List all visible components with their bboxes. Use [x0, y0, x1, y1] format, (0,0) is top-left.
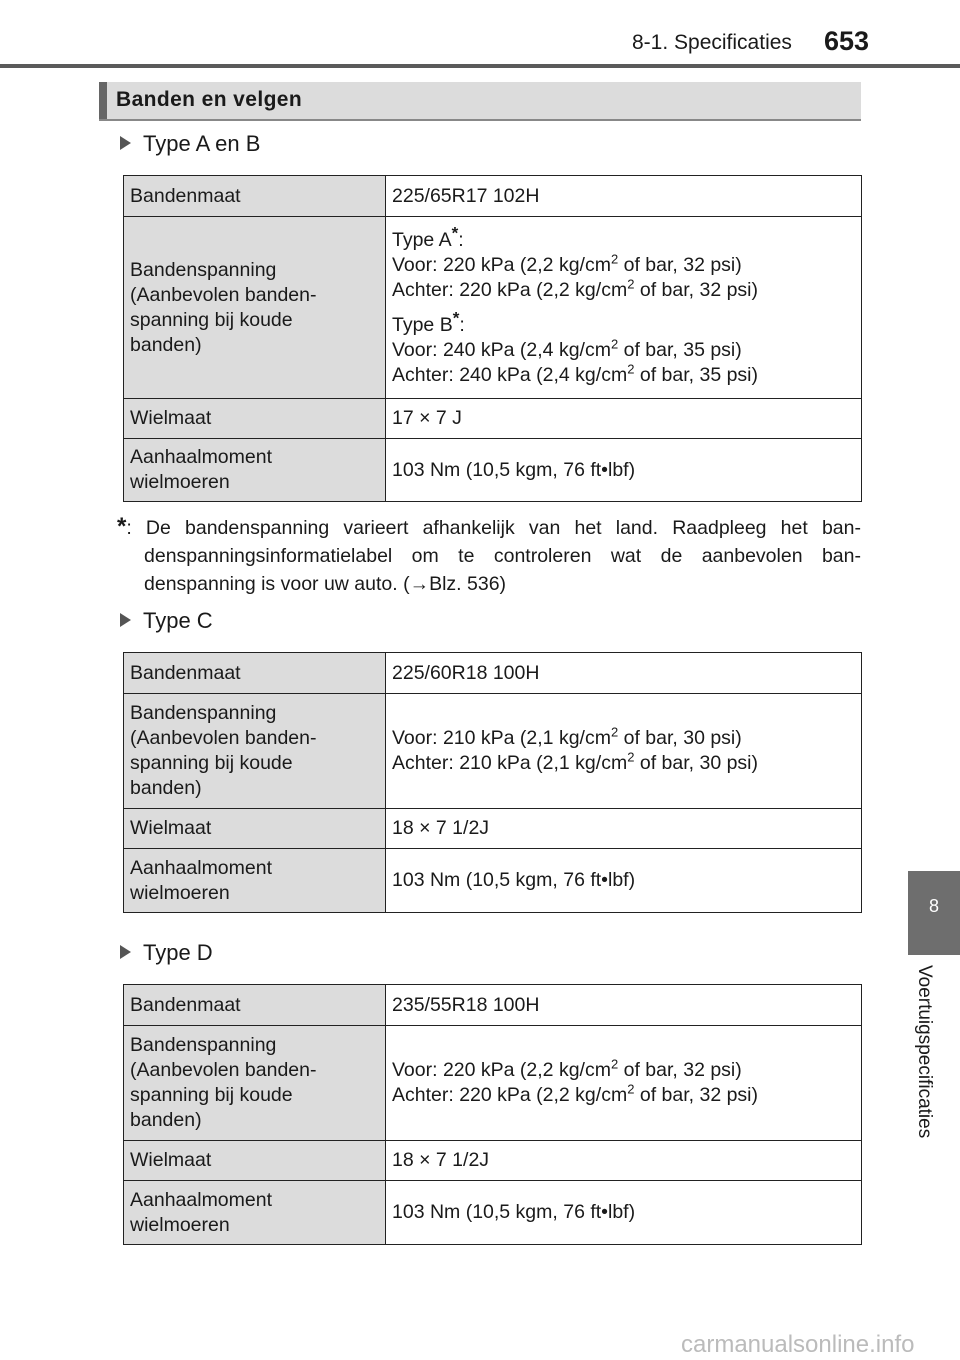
subheading-label: Type C [143, 608, 213, 633]
type-a-rear: Achter: 220 kPa (2,2 $kg/cm^2$ of bar, 32 psi) [392, 276, 759, 301]
rear-pressure: Achter: 220 kPa (2,2 $kg/cm^2$ of bar, 32 psi) [392, 1081, 759, 1106]
row-label: Wielmaat [124, 399, 386, 439]
row-value: 103 Nm (10,5 kgm, 76 ft•lbf) [386, 849, 862, 913]
front-pressure: Voor: 210 kPa (2,1 $kg/cm^2$ of bar, 30 psi) [392, 724, 742, 749]
type-b-rear: Achter: 240 kPa (2,4 $kg/cm^2$ of bar, 35 psi) [392, 361, 759, 386]
row-value: 103 Nm (10,5 kgm, 76 ft•lbf) [386, 439, 862, 502]
watermark: carmanualsonline.info [681, 1331, 915, 1358]
row-label: Bandenspanning (Aanbevolen banden- spanning bij koude banden) [124, 694, 386, 809]
page-number: 653 [824, 26, 870, 56]
table-row [124, 985, 862, 1026]
bullet-triangle-icon [120, 945, 131, 959]
type-b-front: Voor: 240 kPa (2,4 $kg/cm^2$ of bar, 35 psi) [392, 336, 742, 361]
row-value [386, 694, 862, 809]
table-row [124, 1026, 862, 1141]
row-value: 225/65R17 102H [386, 176, 862, 217]
row-label: Aanhaalmoment wielmoeren [124, 849, 386, 913]
type-a-label: Type A*: [392, 223, 464, 251]
table-row [124, 653, 862, 694]
subheading-type-ab [120, 131, 260, 157]
row-label: Wielmaat [124, 1141, 386, 1181]
table-row [124, 176, 862, 217]
row-label: Bandenmaat [124, 176, 386, 217]
table-row [124, 439, 862, 502]
table-row [124, 1181, 862, 1245]
bullet-triangle-icon [120, 613, 131, 627]
bullet-triangle-icon [120, 136, 131, 150]
footnote [117, 513, 861, 598]
row-label [124, 217, 386, 399]
spec-table-type-ab [123, 175, 862, 502]
row-value: 17 × 7 J [386, 399, 862, 439]
header-divider [0, 64, 960, 68]
subheading-type-d [120, 940, 213, 966]
footnote-line: *: De bandenspanning varieert afhankelijk van het land. Raadpleeg het ban- [117, 513, 861, 540]
row-label: Bandenmaat [124, 985, 386, 1026]
section-accent-bar [99, 82, 107, 119]
table-row [124, 217, 862, 399]
subheading-label: Type A en B [143, 131, 261, 156]
row-value [386, 1026, 862, 1141]
label-line: Bandenspanning [130, 258, 277, 281]
label-line: spanning bij koude [130, 308, 293, 331]
table-row [124, 694, 862, 809]
type-b-label: Type B*: [392, 308, 465, 336]
chapter-tab: 8 [908, 871, 960, 955]
row-label: Bandenspanning (Aanbevolen banden- spanning bij koude banden) [124, 1026, 386, 1141]
table-row [124, 1141, 862, 1181]
subheading-label: Type D [143, 940, 213, 965]
row-value: 225/60R18 100H [386, 653, 862, 694]
label-line: banden) [130, 333, 202, 356]
row-label: Aanhaalmoment wielmoeren [124, 439, 386, 502]
footnote-line: denspanning is voor uw auto. (→Blz. 536) [144, 573, 507, 595]
row-label: Aanhaalmoment wielmoeren [124, 1181, 386, 1245]
section-title: Banden en velgen [116, 88, 303, 111]
section-heading [99, 82, 861, 121]
label-line: (Aanbevolen banden- [130, 283, 317, 306]
header-section-title: 8-1. Specificaties [632, 31, 792, 54]
type-a-front: Voor: 220 kPa (2,2 $kg/cm^2$ of bar, 32 psi) [392, 251, 742, 276]
footnote-marker: * [117, 513, 127, 540]
row-value: 103 Nm (10,5 kgm, 76 ft•lbf) [386, 1181, 862, 1245]
chapter-label: Voertuigspecificaties [914, 965, 935, 1139]
row-label: Bandenmaat [124, 653, 386, 694]
table-row [124, 809, 862, 849]
spec-table-type-d [123, 984, 862, 1245]
rear-pressure: Achter: 210 kPa (2,1 $kg/cm^2$ of bar, 30 psi) [392, 749, 759, 774]
table-row [124, 849, 862, 913]
row-value: 18 × 7 1/2J [386, 809, 862, 849]
footnote-line: denspanningsinformatielabel om te controleren wat de aanbevolen ban- [144, 545, 861, 567]
spec-table-type-c [123, 652, 862, 913]
row-value: 18 × 7 1/2J [386, 1141, 862, 1181]
table-row [124, 399, 862, 439]
row-label: Wielmaat [124, 809, 386, 849]
subheading-type-c [120, 608, 213, 634]
front-pressure: Voor: 220 kPa (2,2 $kg/cm^2$ of bar, 32 psi) [392, 1056, 742, 1081]
row-value [386, 217, 862, 399]
row-value: 235/55R18 100H [386, 985, 862, 1026]
